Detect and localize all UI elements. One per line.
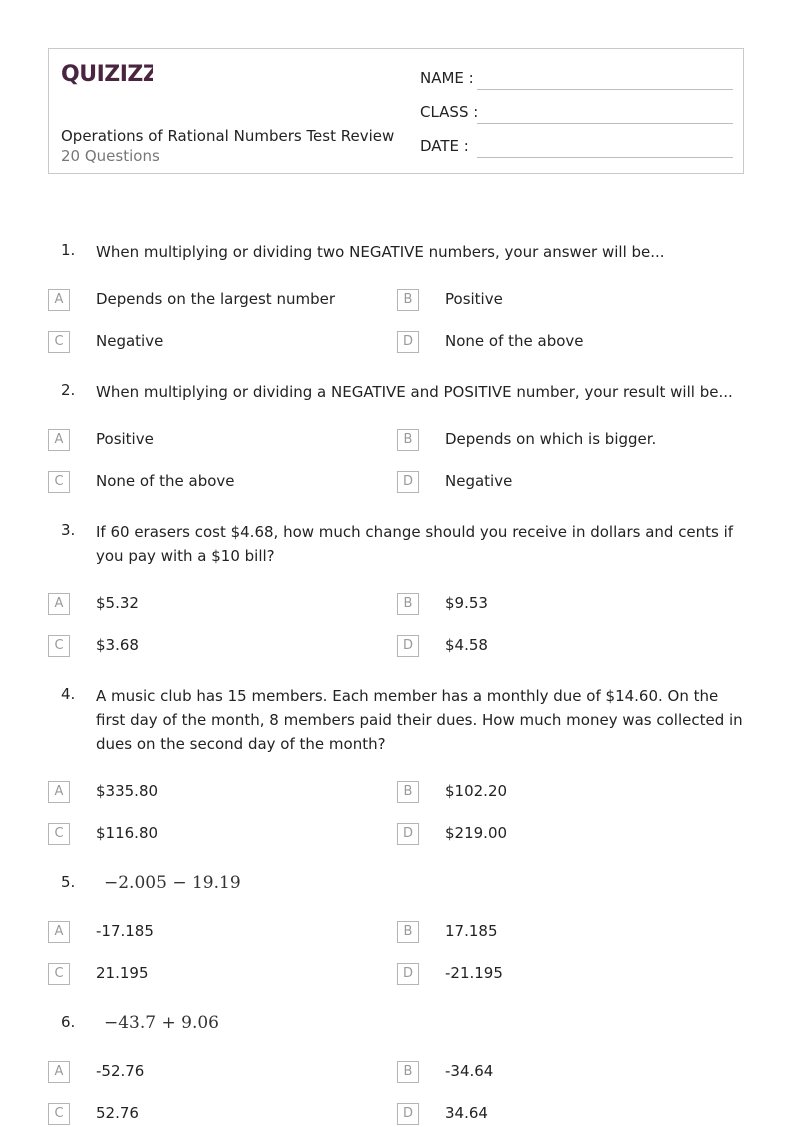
option-letter-box[interactable]: B — [397, 1061, 419, 1083]
option-text: $3.68 — [96, 636, 139, 654]
option-letter-box[interactable]: C — [48, 823, 70, 845]
option-letter-box[interactable]: D — [397, 471, 419, 493]
option-text: $335.80 — [96, 782, 159, 800]
option-letter-box[interactable]: C — [48, 331, 70, 353]
option-letter-box[interactable]: D — [397, 635, 419, 657]
option-text: Depends on the largest number — [96, 290, 335, 308]
option-letter-box[interactable]: D — [397, 331, 419, 353]
option-letter-box[interactable]: D — [397, 963, 419, 985]
option-text: Negative — [96, 332, 164, 350]
name-label: NAME : — [420, 69, 474, 87]
question-text: When multiplying or dividing a NEGATIVE and POSITIVE number, your result will be... — [96, 383, 733, 401]
option-text: 17.185 — [445, 922, 498, 940]
class-line[interactable] — [477, 123, 733, 124]
question-number: 1. — [61, 241, 76, 259]
option-text: -34.64 — [445, 1062, 494, 1080]
worksheet-title: Operations of Rational Numbers Test Review — [61, 127, 395, 145]
option-letter-box[interactable]: C — [48, 471, 70, 493]
option-letter-box[interactable]: B — [397, 593, 419, 615]
name-line[interactable] — [477, 89, 733, 90]
option-text: -21.195 — [445, 964, 503, 982]
name-field[interactable] — [420, 69, 474, 91]
option-text: 34.64 — [445, 1104, 488, 1122]
option-text: $4.58 — [445, 636, 488, 654]
option-text: 52.76 — [96, 1104, 139, 1122]
option-text: None of the above — [445, 332, 584, 350]
date-line[interactable] — [477, 157, 733, 158]
question-count: 20 Questions — [61, 147, 160, 165]
option-text: $219.00 — [445, 824, 508, 842]
option-text: $9.53 — [445, 594, 488, 612]
option-letter-box[interactable]: A — [48, 921, 70, 943]
question-number: 4. — [61, 685, 76, 703]
option-letter-box[interactable]: C — [48, 1103, 70, 1125]
option-text: $102.20 — [445, 782, 508, 800]
question-text: If 60 erasers cost $4.68, how much change should you receive in dollars and cents if you pay with a $10 bill? — [96, 523, 734, 565]
option-letter-box[interactable]: A — [48, 781, 70, 803]
option-letter-box[interactable]: C — [48, 635, 70, 657]
option-letter-box[interactable]: B — [397, 781, 419, 803]
question-number: 5. — [61, 873, 76, 891]
worksheet-header — [48, 48, 744, 174]
question-text: A music club has 15 members. Each member has a monthly due of $14.60. On the first day of the month, 8 members paid their dues. How much money was collected in dues on the second day of the month? — [96, 687, 743, 753]
option-text: $116.80 — [96, 824, 159, 842]
option-letter-box[interactable]: A — [48, 593, 70, 615]
option-letter-box[interactable]: B — [397, 429, 419, 451]
option-letter-box[interactable]: B — [397, 921, 419, 943]
option-letter-box[interactable]: B — [397, 289, 419, 311]
option-letter-box[interactable]: A — [48, 429, 70, 451]
option-text: 21.195 — [96, 964, 149, 982]
option-text: Negative — [445, 472, 513, 490]
option-text: -52.76 — [96, 1062, 145, 1080]
question-text: When multiplying or dividing two NEGATIVE numbers, your answer will be... — [96, 243, 665, 261]
question-number: 2. — [61, 381, 76, 399]
question-math-expression: −2.005 − 19.19 — [104, 873, 241, 893]
option-letter-box[interactable]: A — [48, 1061, 70, 1083]
option-text: Positive — [96, 430, 154, 448]
question-number: 3. — [61, 521, 76, 539]
date-label: DATE : — [420, 137, 469, 155]
option-letter-box[interactable]: A — [48, 289, 70, 311]
logo-text: QUIZIZZ — [61, 62, 153, 87]
option-text: Depends on which is bigger. — [445, 430, 657, 448]
quizizz-logo — [61, 59, 153, 91]
option-text: -17.185 — [96, 922, 154, 940]
question-number: 6. — [61, 1013, 76, 1031]
date-field[interactable] — [420, 137, 469, 159]
option-letter-box[interactable]: D — [397, 1103, 419, 1125]
option-text: Positive — [445, 290, 503, 308]
class-label: CLASS : — [420, 103, 479, 121]
option-letter-box[interactable]: D — [397, 823, 419, 845]
question-math-expression: −43.7 + 9.06 — [104, 1013, 219, 1033]
class-field[interactable] — [420, 103, 478, 125]
option-text: $5.32 — [96, 594, 139, 612]
option-text: None of the above — [96, 472, 235, 490]
option-letter-box[interactable]: C — [48, 963, 70, 985]
